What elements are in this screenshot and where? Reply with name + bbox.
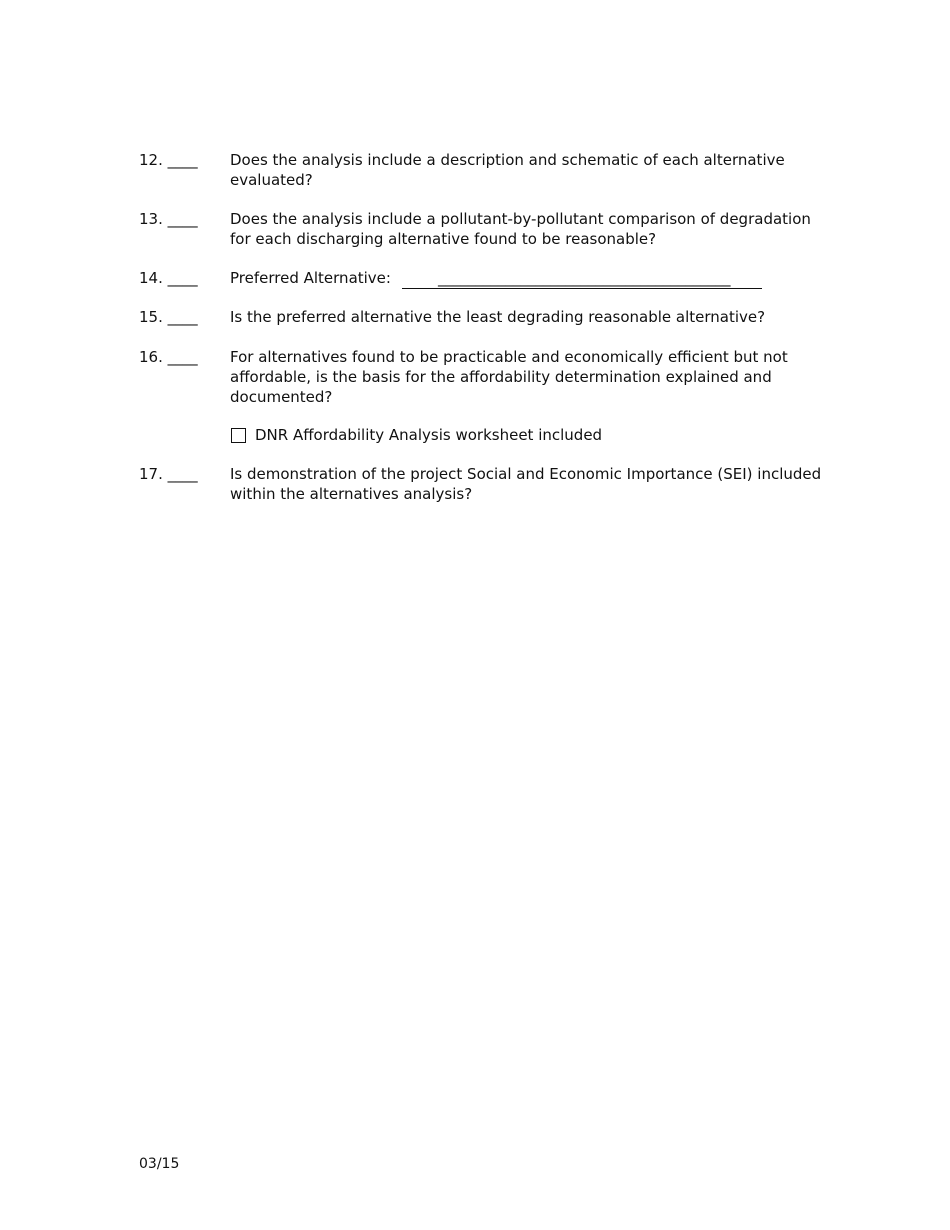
question-number[interactable]: 16. ____ xyxy=(139,348,198,366)
question-number[interactable]: 12. ____ xyxy=(139,151,198,169)
preferred-alternative-blank: _______________________________________ xyxy=(438,269,731,287)
question-text: For alternatives found to be practicable and economically efficient but not affordable, is the basis for the affordability determination explained and documented? xyxy=(230,348,788,406)
affordability-worksheet-checkbox[interactable] xyxy=(231,428,246,443)
preferred-alternative-label: Preferred Alternative: xyxy=(230,269,391,287)
question-number[interactable]: 15. ____ xyxy=(139,308,198,326)
revision-date: 03/15 xyxy=(139,1156,180,1172)
affordability-worksheet-row[interactable] xyxy=(231,425,602,445)
preferred-alternative-field[interactable] xyxy=(402,268,762,289)
question-number[interactable]: 14. ____ xyxy=(139,269,198,287)
question-number[interactable]: 13. ____ xyxy=(139,210,198,228)
question-text: Is demonstration of the project Social and Economic Importance (SEI) included within the alternatives analysis? xyxy=(230,465,822,503)
affordability-worksheet-label: DNR Affordability Analysis worksheet included xyxy=(255,426,603,444)
question-text: Is the preferred alternative the least degrading reasonable alternative? xyxy=(230,308,766,326)
question-text: Does the analysis include a description and schematic of each alternative evaluated? xyxy=(230,151,785,189)
preferred-alternative-row xyxy=(230,268,825,288)
question-number[interactable]: 17. ____ xyxy=(139,465,198,483)
question-text: Does the analysis include a pollutant-by-pollutant comparison of degradation for each discharging alternative found to be reasonable? xyxy=(230,210,811,248)
